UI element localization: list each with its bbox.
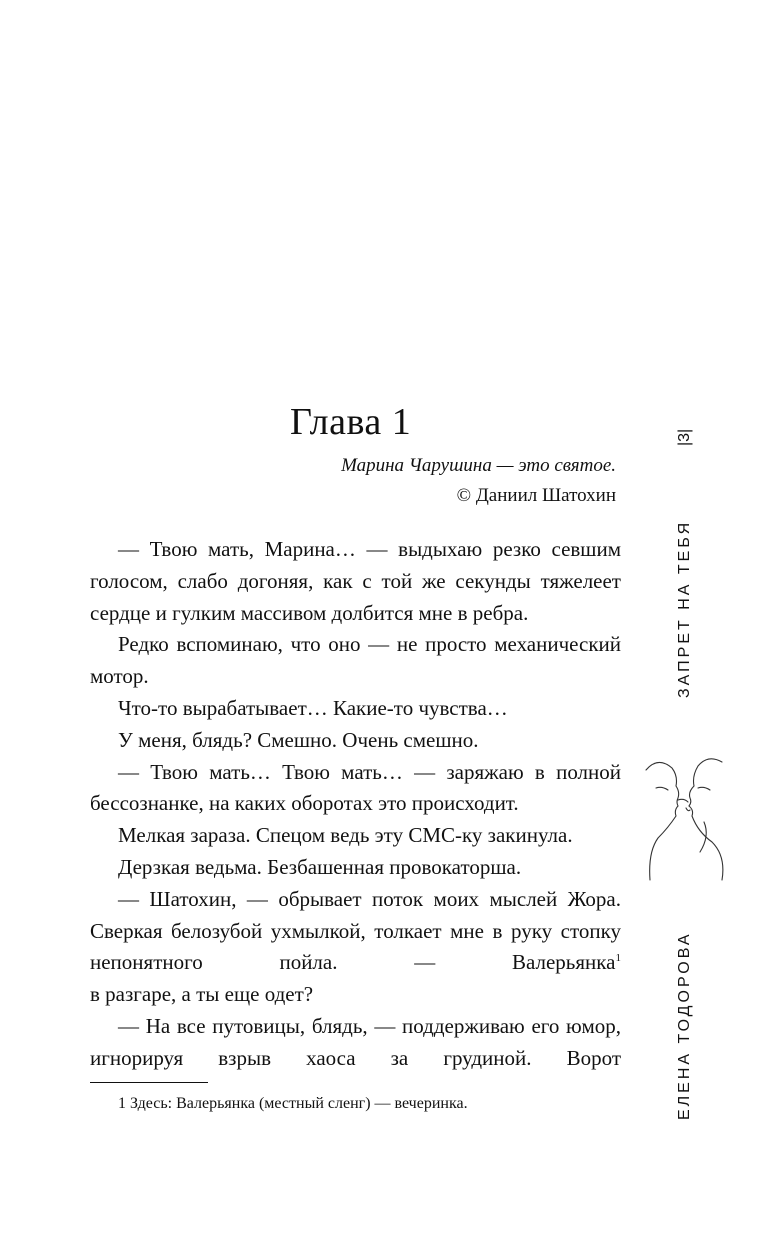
paragraph: Мелкая зараза. Спецом ведь эту СМС-ку закинула.	[118, 823, 573, 848]
body-text	[90, 534, 621, 1075]
epigraph-attribution: © Даниил Шатохин	[456, 485, 616, 506]
paragraph: — Твою мать, Марина… — выдыхаю резко севшим голосом, слабо догоняя, как с той же секунды тяжелеет сердце и гулким массивом долбится мне в ребра.	[90, 537, 621, 625]
paragraph-text: — Шатохин, — обрывает поток моих мыслей Жора. Сверкая белозубой ухмылкой, толкает мне в руку стопку непонятного пойла. — Валерьянка	[90, 886, 621, 975]
paragraph-continuation: в разгаре, а ты еще одет?	[90, 982, 314, 1007]
epigraph	[341, 451, 616, 511]
paragraph	[90, 884, 621, 979]
paragraph: — Твою мать… Твою мать… — заряжаю в полной бессознанке, на каких оборотах это происходит.	[90, 759, 621, 816]
paragraph: Дерзкая ведьма. Безбашенная провокаторша.	[118, 854, 522, 879]
footnote-marker[interactable]: 1	[615, 952, 621, 965]
paragraph: Редко вспоминаю, что оно — не просто механический мотор.	[90, 632, 621, 689]
paragraph: Что-то вырабатывает… Какие-то чувства…	[118, 695, 508, 720]
paragraph: — На все путовицы, блядь, — поддерживаю его юмор, игнорируя взрыв хаоса за грудиной. Ворот	[90, 1013, 621, 1070]
page-number: |3|	[676, 428, 693, 446]
running-head-author: ЕЛЕНА ТОДОРОВА	[676, 931, 693, 1120]
epigraph-quote: Марина Чарушина — это святое.	[341, 455, 616, 476]
kissing-couple-sketch-icon	[638, 752, 732, 882]
footnote: 1 Здесь: Валерьянка (местный сленг) — вечеринка.	[118, 1095, 468, 1112]
running-head-book-title: ЗАПРЕТ НА ТЕБЯ	[676, 519, 693, 698]
paragraph: У меня, блядь? Смешно. Очень смешно.	[118, 727, 479, 752]
chapter-title: Глава 1	[290, 401, 412, 443]
footnote-divider	[90, 1082, 208, 1083]
